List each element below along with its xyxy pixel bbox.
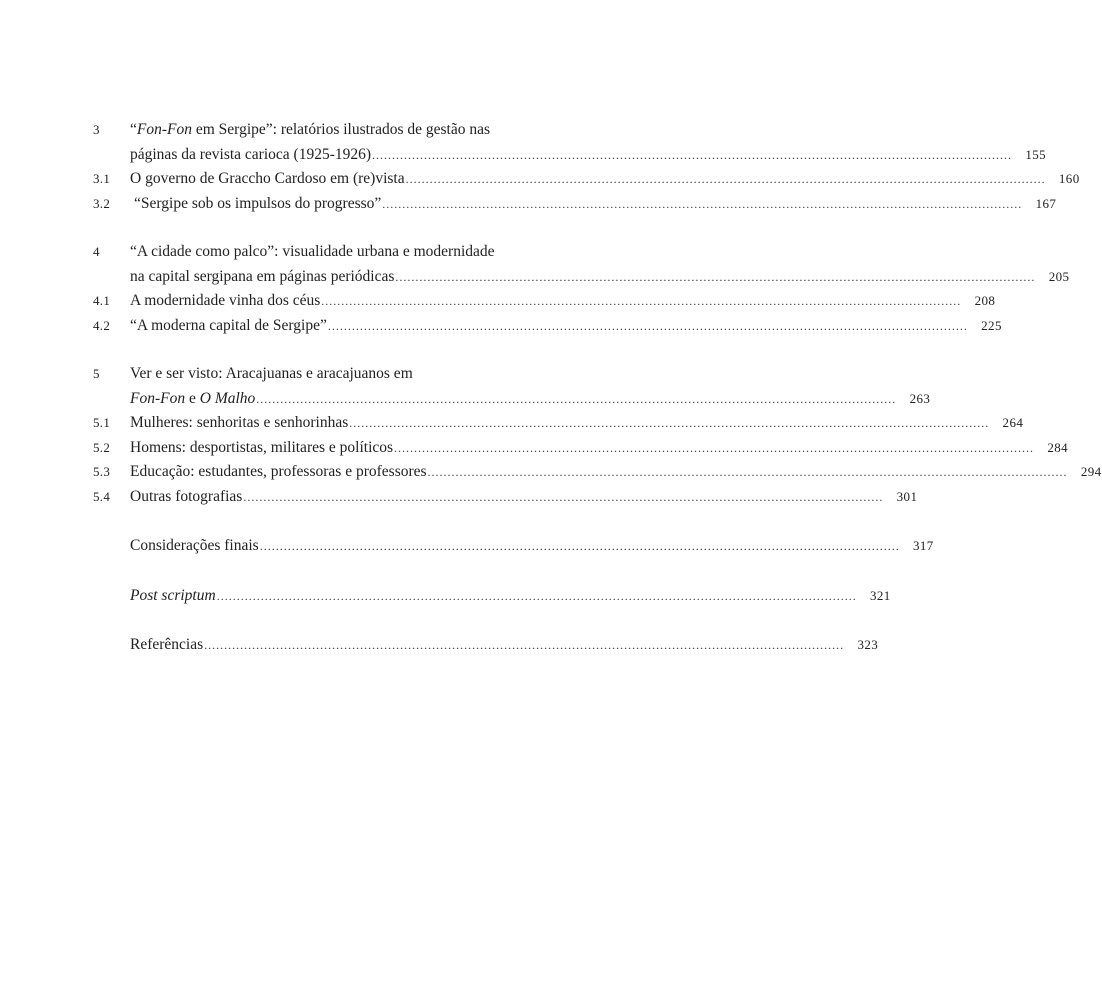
page-number: 323 bbox=[857, 637, 879, 652]
entry-title: Mulheres: senhoritas e senhorinhas bbox=[130, 414, 349, 431]
entry-title: “A moderna capital de Sergipe” bbox=[130, 316, 327, 334]
entry-title-italic: Fon-Fon bbox=[136, 121, 192, 138]
page-number: 294 bbox=[1080, 464, 1102, 479]
toc-entry-post-scriptum[interactable] bbox=[93, 584, 891, 609]
page-number: 160 bbox=[1058, 171, 1080, 186]
leader-dots bbox=[382, 192, 1022, 217]
page-number: 317 bbox=[913, 538, 934, 553]
entry-number: 4.2 bbox=[93, 317, 111, 333]
toc-entry-4-2[interactable] bbox=[93, 314, 1002, 339]
entry-title-rest: e bbox=[185, 389, 200, 407]
page-number: 301 bbox=[896, 488, 918, 504]
toc-entry-final-considerations[interactable] bbox=[93, 534, 934, 559]
entry-title: O governo de Graccho Cardoso em (re)vista bbox=[130, 170, 405, 187]
toc-entry-3-2[interactable] bbox=[93, 192, 1057, 217]
toc-entry-references[interactable] bbox=[93, 633, 879, 658]
leader-dots bbox=[204, 633, 844, 658]
toc-entry-5-4[interactable] bbox=[93, 485, 918, 510]
entry-number: 5 bbox=[93, 366, 100, 381]
page-number: 263 bbox=[909, 390, 931, 406]
entry-title-line-1: Ver e ser visto: Aracajuanas e aracajuanos em bbox=[130, 365, 413, 382]
leader-dots bbox=[406, 167, 1046, 192]
leader-dots bbox=[395, 265, 1035, 290]
leader-dots bbox=[428, 460, 1068, 485]
page-number: 225 bbox=[981, 317, 1002, 333]
entry-number: 4 bbox=[93, 244, 100, 259]
entry-title: “Sergipe sob os impulsos do progresso” bbox=[134, 194, 382, 212]
page-number: 205 bbox=[1048, 268, 1070, 284]
entry-title-rest: em Sergipe”: relatórios ilustrados de gestão nas bbox=[192, 121, 491, 138]
leader-dots bbox=[394, 436, 1034, 461]
toc-entry-5-2[interactable] bbox=[93, 436, 1069, 461]
entry-number: 3.2 bbox=[93, 195, 111, 211]
toc-entry-3-1[interactable] bbox=[93, 167, 1080, 192]
entry-title: A modernidade vinha dos céus bbox=[130, 292, 321, 309]
page-number: 155 bbox=[1025, 146, 1047, 162]
entry-number: 3.1 bbox=[93, 171, 111, 186]
toc-entry-5-1[interactable] bbox=[93, 411, 1024, 436]
entry-title-line-2 bbox=[130, 387, 255, 412]
entry-title: Considerações finais bbox=[130, 537, 259, 554]
leader-dots bbox=[217, 584, 857, 609]
page-number: 208 bbox=[974, 293, 996, 308]
page-number: 284 bbox=[1047, 439, 1069, 455]
toc-entry-chapter-4[interactable] bbox=[93, 240, 1070, 289]
table-of-contents bbox=[93, 118, 1102, 658]
page-number: 264 bbox=[1002, 415, 1024, 430]
entry-title: Homens: desportistas, militares e políticos bbox=[130, 438, 394, 456]
toc-entry-chapter-3[interactable] bbox=[93, 118, 1047, 167]
entry-number: 5.2 bbox=[93, 439, 111, 455]
toc-entry-5-3[interactable] bbox=[93, 460, 1102, 485]
entry-title-italic: O Malho bbox=[199, 389, 256, 407]
leader-dots bbox=[243, 485, 883, 510]
entry-number: 5.4 bbox=[93, 488, 111, 504]
leader-dots bbox=[328, 314, 968, 339]
entry-number: 4.1 bbox=[93, 293, 111, 308]
leader-dots bbox=[256, 387, 896, 412]
leader-dots bbox=[321, 289, 961, 314]
entry-title: Referências bbox=[130, 636, 204, 653]
entry-title: Educação: estudantes, professoras e professores bbox=[130, 463, 427, 480]
page-number: 321 bbox=[869, 587, 891, 603]
entry-title-line-2: páginas da revista carioca (1925-1926) bbox=[130, 145, 372, 163]
entry-title-line-1: “A cidade como palco”: visualidade urbana e modernidade bbox=[130, 243, 495, 260]
entry-title-line-1 bbox=[130, 118, 1046, 143]
entry-title: Post scriptum bbox=[130, 586, 216, 604]
leader-dots bbox=[372, 143, 1012, 168]
entry-number: 5.3 bbox=[93, 464, 111, 479]
toc-entry-chapter-5[interactable] bbox=[93, 362, 931, 411]
entry-title-line-2: na capital sergipana em páginas periódicas bbox=[130, 267, 395, 285]
leader-dots bbox=[349, 411, 989, 436]
open-quote: “ bbox=[130, 121, 137, 138]
entry-title-italic: Fon-Fon bbox=[130, 389, 186, 407]
entry-number: 5.1 bbox=[93, 415, 111, 430]
leader-dots bbox=[260, 534, 900, 559]
entry-number: 3 bbox=[93, 122, 100, 137]
toc-entry-4-1[interactable] bbox=[93, 289, 996, 314]
page-number: 167 bbox=[1035, 195, 1057, 211]
entry-title: Outras fotografias bbox=[130, 487, 243, 505]
